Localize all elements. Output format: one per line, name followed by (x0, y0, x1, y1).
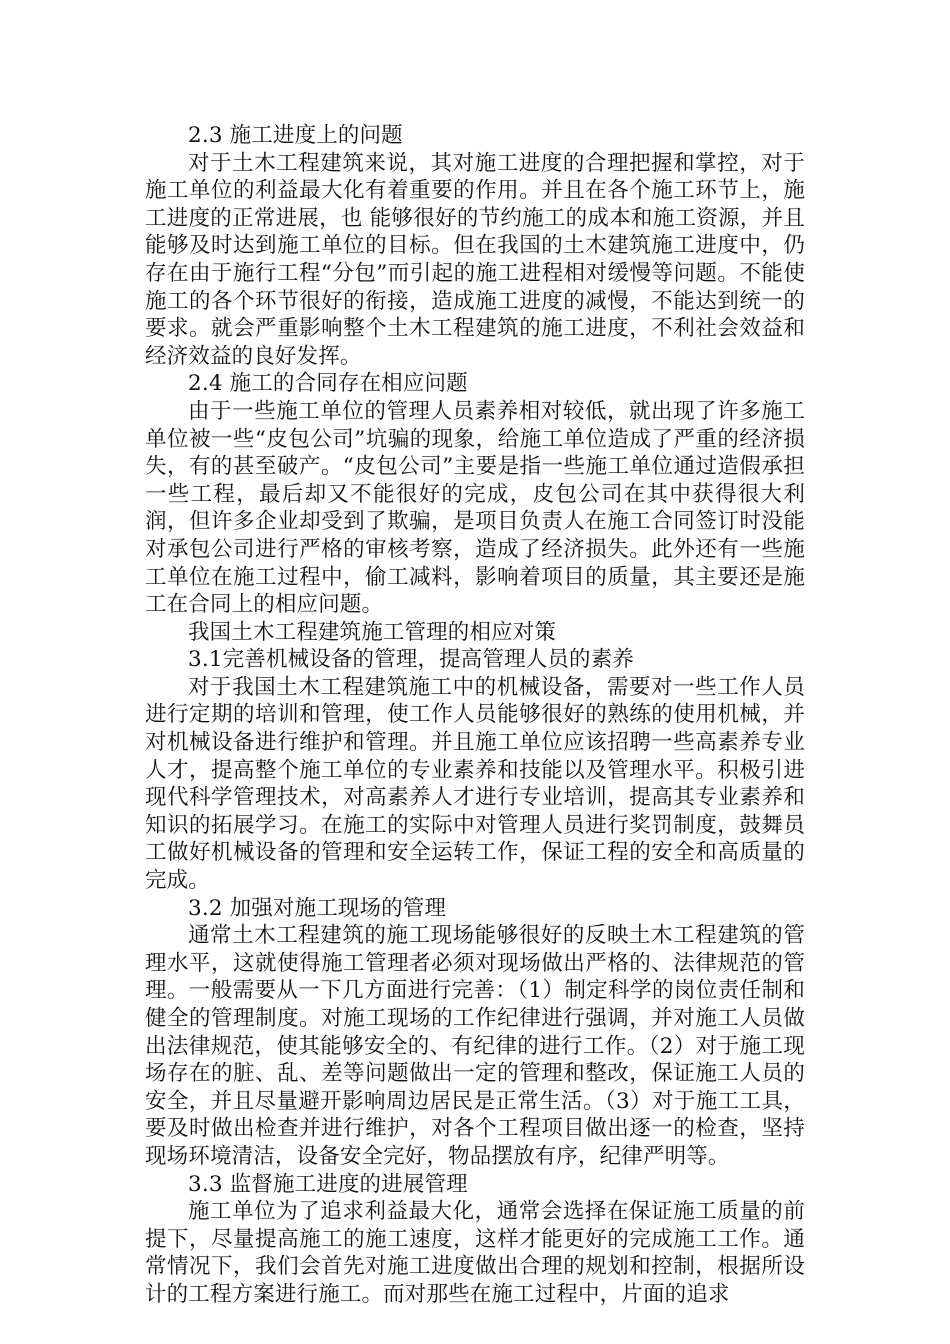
paragraph-equipment-management: 对于我国土木工程建筑施工中的机械设备，需要对一些工作人员进行定期的培训和管理，使工作人员能够很好的熟练的使用机械，并对机械设备进行维护和管理。并且施工单位应该招聘一些高素养专业人才，提高整个施工单位的专业素养和技能以及管理水平。积极引进现代科学管理技术，对高素养人才进行专业培训，提高其专业素养和知识的拓展学习。在施工的实际中对管理人员进行奖罚制度，鼓舞员工做好机械设备的管理和安全运转工作，保证工程的安全和高质量的完成。 (145, 674, 805, 894)
paragraph-progress-supervision: 施工单位为了追求利益最大化，通常会选择在保证施工质量的前提下，尽量提高施工的施工速度，这样才能更好的完成施工工作。通常情况下，我们会首先对施工进度做出合理的规划和控制，根据所设计的工程方案进行施工。而对那些在施工过程中，片面的追求 (145, 1199, 805, 1307)
paragraph-contract-issues: 由于一些施工单位的管理人员素养相对较低，就出现了许多施工单位被一些“皮包公司”坑骗的现象，给施工单位造成了严重的经济损失，有的甚至破产。“皮包公司”主要是指一些施工单位通过造假承担一些工程，最后却又不能很好的完成，皮包公司在其中获得很大利润，但许多企业却受到了欺骗，是项目负责人在施工合同签订时没能对承包公司进行严格的审核考察，造成了经济损失。此外还有一些施工单位在施工过程中，偷工减料，影响着项目的质量，其主要还是施工在合同上的相应问题。 (145, 398, 805, 618)
section-heading-3-3: 3.3 监督施工进度的进展管理 (188, 1171, 468, 1197)
section-heading-3-1: 3.1完善机械设备的管理，提高管理人员的素养 (188, 647, 634, 673)
section-heading-countermeasures: 我国土木工程建筑施工管理的相应对策 (188, 619, 557, 645)
section-heading-2-4: 2.4 施工的合同存在相应问题 (188, 371, 468, 397)
document-body (145, 122, 805, 1309)
section-heading-3-2: 3.2 加强对施工现场的管理 (188, 895, 447, 921)
section-heading-2-3: 2.3 施工进度上的问题 (188, 123, 403, 148)
paragraph-site-management: 通常土木工程建筑的施工现场能够很好的反映土木工程建筑的管理水平，这就使得施工管理者必须对现场做出严格的、法律规范的管理。一般需要从一下几方面进行完善：（1）制定科学的岗位责任制和健全的管理制度。对施工现场的工作纪律进行强调，并对施工人员做出法律规范，使其能够安全的、有纪律的进行工作。（2）对于施工现场存在的脏、乱、差等问题做出一定的管理和整改，保证施工人员的安全，并且尽量避开影响周边居民是正常生活。（3）对于施工工具，要及时做出检查并进行维护，对各个工程项目做出逐一的检查，坚持现场环境清洁，设备安全完好，物品摆放有序，纪律严明等。 (145, 923, 805, 1169)
paragraph-construction-progress: 对于土木工程建筑来说，其对施工进度的合理把握和掌控，对于施工单位的利益最大化有着重要的作用。并且在各个施工环节上，施工进度的正常进展，也 能够很好的节约施工的成本和施工资源，并且能够及时达到施工单位的目标。但在我国的土木建筑施工进度中，仍存在由于施行工程“分包”而引起的施工进程相对缓慢等问题。不能使施工的各个环节很好的衔接，造成施工进度的减慢，不能达到统一的要求。就会严重影响整个土木工程建筑的施工进度，不利社会效益和经济效益的良好发挥。 (145, 150, 805, 369)
